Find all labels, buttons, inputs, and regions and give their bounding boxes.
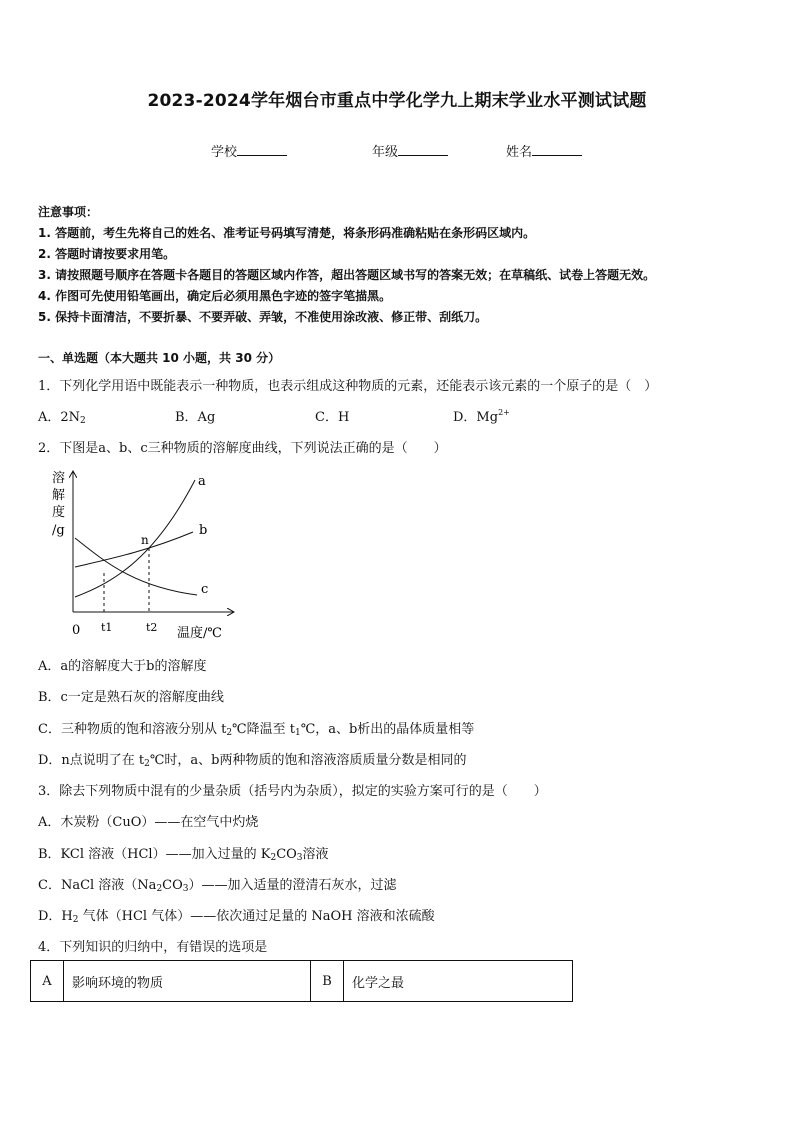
grade-blank [398,143,448,156]
x-tick-label-t2: t2 [146,621,158,634]
knowledge-table [30,960,573,1002]
q3-option-d: D．$H_2$ 气体（HCl 气体）——依次通过足量的 NaOH 溶液和浓硫酸 [38,909,435,925]
solubility-chart [45,462,245,647]
notice-heading: 注意事项： [38,205,99,219]
q3-option-b: B．KCl 溶液（HCl）——加入过量的 $K_2CO_3$溶液 [38,847,329,863]
curve-c-label: c [201,582,209,597]
school-blank [237,143,287,156]
notice-item: 3. 请按照题号顺序在答题卡各题目的答题区域内作答，超出答题区域书写的答案无效；在草稿纸、试卷上答题无效。 [38,268,656,282]
grade-label: 年级 [372,145,399,160]
question-2-stem: 2．下图是a、b、c三种物质的溶解度曲线，下列说法正确的是（ ） [38,441,447,456]
x-tick-label-t1: t1 [101,621,113,634]
question-3-stem: 3．除去下列物质中混有的少量杂质（括号内为杂质），拟定的实验方案可行的是（ ） [38,784,547,799]
q3-option-c: C．NaCl 溶液$(Na_2CO_3)——$加入适量的澄清石灰水，过滤 [38,878,397,894]
section-heading: 一、单选题（本大题共 10 小题，共 30 分） [38,351,281,365]
y-axis-label-2: 解 [52,488,66,503]
table-cell: A [31,961,64,1002]
school-label: 学校 [211,145,238,160]
q1-option-d: D．$Mg^{2+}$ [453,408,510,425]
table-row [31,961,573,1002]
point-n-label: n [141,533,149,547]
q1-option-c: C．H [315,410,350,425]
notice-item: 4. 作图可先使用铅笔画出，确定后必须用黑色字迹的签字笔描黑。 [38,289,392,303]
q2-option-a: A．a的溶解度大于b的溶解度 [38,659,207,674]
curve-c [75,538,197,595]
q1-option-a: A．$2N_2$ [38,410,86,426]
notice-item: 1. 答题前，考生先将自己的姓名、准考证号码填写清楚，将条形码准确粘贴在条形码区域内。 [38,226,536,240]
name-label: 姓名 [506,145,533,160]
q2-option-c: C．三种物质的饱和溶液分别从 $t_2℃$降温至 $t_1℃$，a、b析出的晶体质量相等 [38,722,475,738]
x-axis-label: 温度/℃ [177,626,222,641]
grade-field [372,141,448,160]
table-cell: 化学之最 [344,961,573,1002]
page-title: 2023-2024学年烟台市重点中学化学九上期末学业水平测试试题 [147,91,647,111]
school-field [211,141,287,160]
table-cell: B [311,961,344,1002]
table-cell: 影响环境的物质 [64,961,311,1002]
notice-item: 2. 答题时请按要求用笔。 [38,247,176,261]
origin-label: 0 [72,623,81,638]
q2-option-b: B．c一定是熟石灰的溶解度曲线 [38,690,224,705]
y-axis-label-3: 度 [52,505,66,520]
y-axis-label-4: /g [52,523,65,538]
notice-item: 5. 保持卡面清洁，不要折暴、不要弄破、弄皱，不准使用涂改液、修正带、刮纸刀。 [38,310,488,324]
q2-option-d: D．n点说明了在 $t_2℃$时，a、b两种物质的饱和溶液溶质质量分数是相同的 [38,753,467,769]
question-4-stem: 4．下列知识的归纳中，有错误的选项是 [38,940,268,955]
curve-a-label: a [198,474,206,489]
y-axis-label-1: 溶 [52,471,66,486]
q1-option-b: B．Ag [175,410,216,425]
question-1-stem: 1．下列化学用语中既能表示一种物质，也表示组成这种物质的元素，还能表示该元素的一个原子的是（ ） [38,379,658,394]
curve-b [75,532,193,567]
name-blank [532,143,582,156]
name-field [506,141,582,160]
curve-b-label: b [199,523,208,538]
q3-option-a: A．木炭粉（CuO）——在空气中灼烧 [38,815,259,830]
